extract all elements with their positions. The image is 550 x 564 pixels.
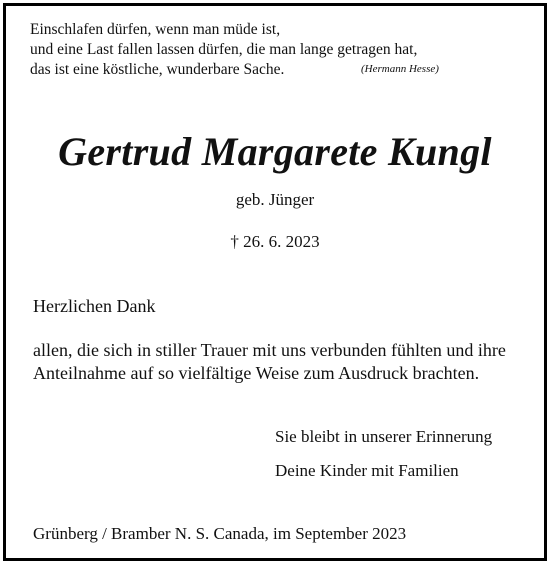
signature-remembrance: Sie bleibt in unserer Erinnerung	[275, 427, 493, 446]
thanks-line-2: Anteilnahme auf so vielfältige Weise zum Ausdruck brachten.	[33, 363, 480, 383]
quote-line-1: Einschlafen dürfen, wenn man müde ist,	[30, 21, 281, 38]
quote-attribution: (Hermann Hesse)	[361, 63, 439, 75]
death-date: † 26. 6. 2023	[230, 232, 320, 251]
birth-name: geb. Jünger	[235, 190, 315, 209]
thanks-heading: Herzlichen Dank	[33, 296, 156, 316]
thanks-line-1: allen, die sich in stiller Trauer mit uns verbunden fühlten und ihre	[33, 340, 506, 360]
signature-family: Deine Kinder mit Familien	[275, 461, 459, 480]
quote-line-2: und eine Last fallen lassen dürfen, die man lange getragen hat,	[30, 41, 418, 58]
quote-line-3: das ist eine köstliche, wunderbare Sache.	[30, 61, 285, 78]
place-and-date: Grünberg / Bramber N. S. Canada, im September 2023	[33, 524, 407, 543]
deceased-name: Gertrud Margarete Kungl	[58, 129, 492, 174]
